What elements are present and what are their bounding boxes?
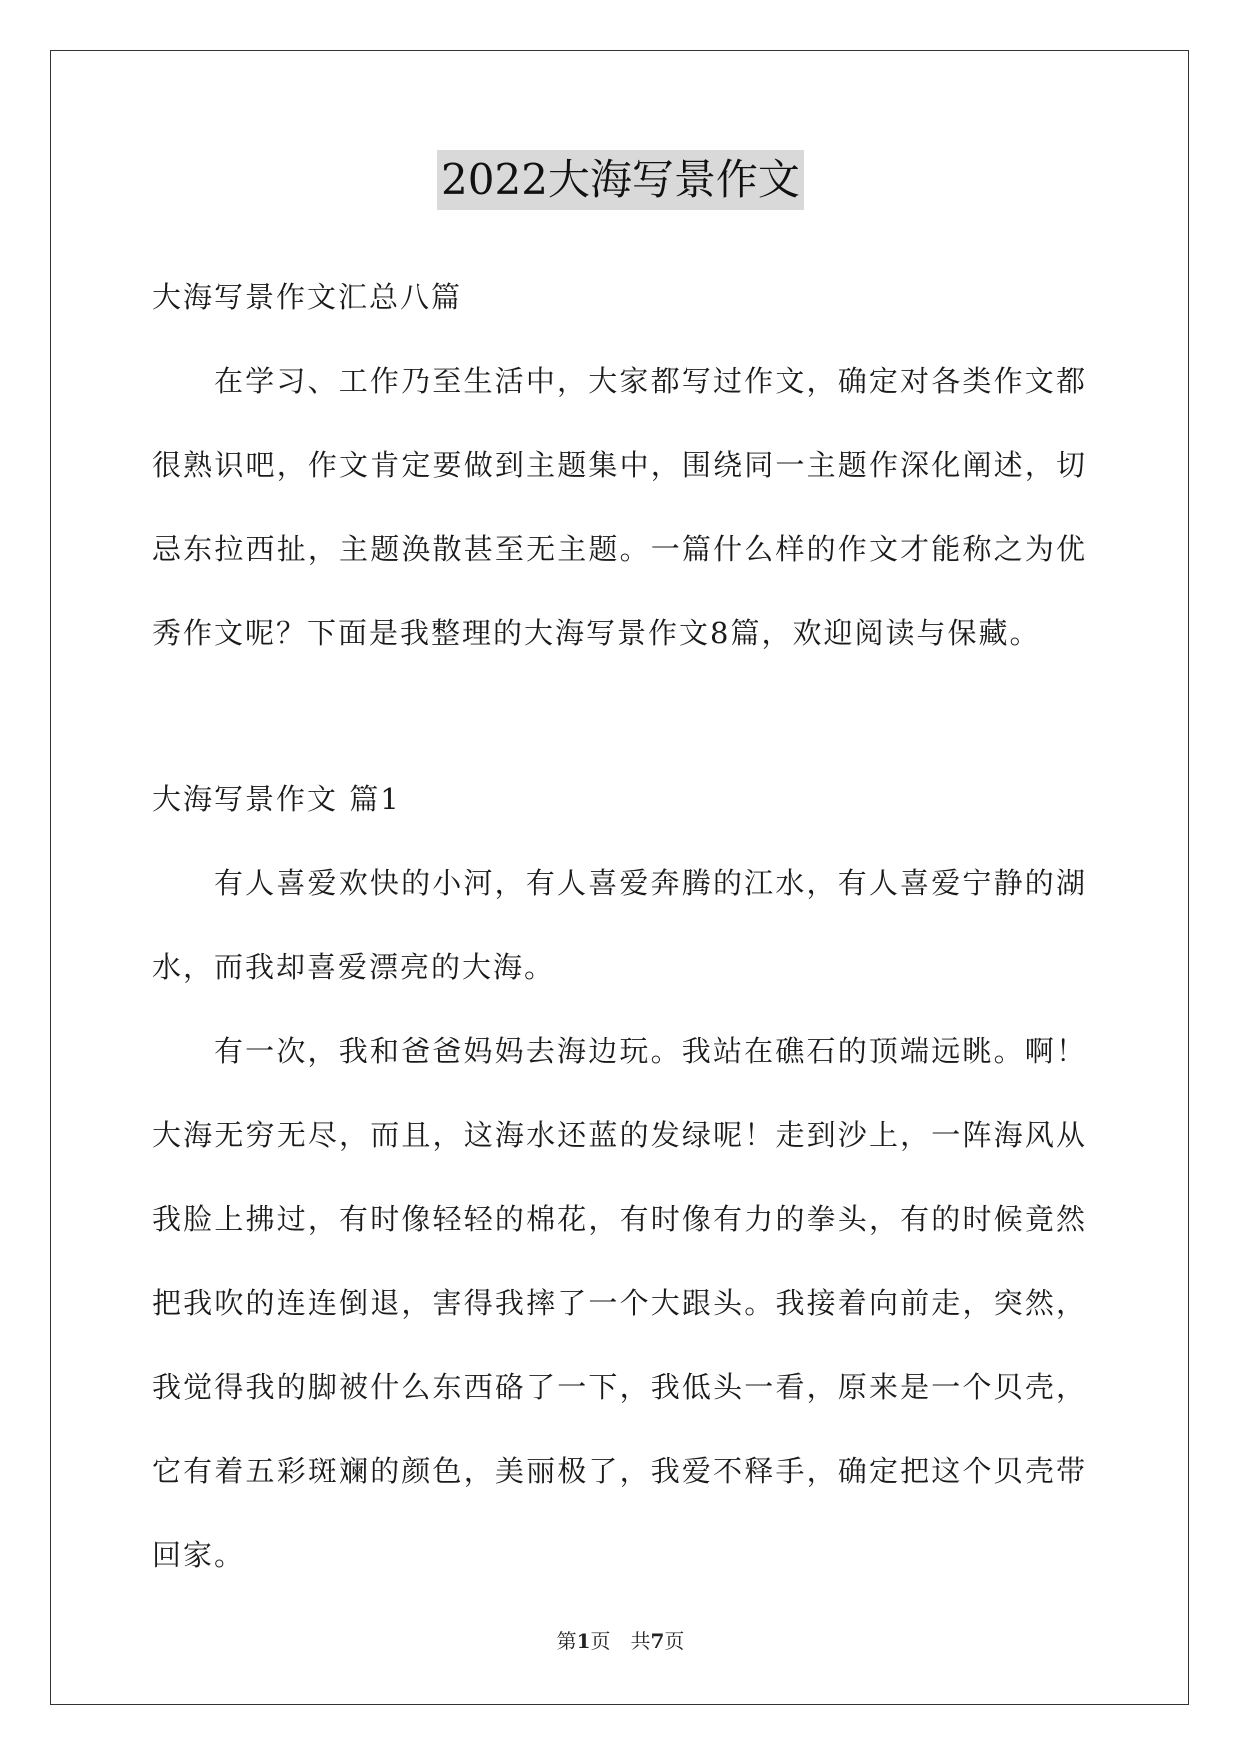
intro-paragraph: 在学习、工作乃至生活中，大家都写过作文，确定对各类作文都很熟识吧，作文肯定要做到主题集中，围绕同一主题作深化阐述，切忌东拉西扯，主题涣散甚至无主题。一篇什么样的作文才能称之为优秀作文呢？下面是我整理的大海写景作文8篇，欢迎阅读与保藏。 <box>152 364 1087 650</box>
section-heading: 大海写景作文 篇1 <box>152 782 401 816</box>
footer-total-pages: 7 <box>650 1629 665 1653</box>
body-paragraph-1: 有人喜爱欢快的小河，有人喜爱奔腾的江水，有人喜爱宁静的湖水，而我却喜爱漂亮的大海。 <box>152 866 1087 984</box>
document-title: 2022大海写景作文 <box>437 150 804 210</box>
page-footer <box>0 1625 1241 1654</box>
document-body <box>152 255 1087 1597</box>
footer-prefix: 第 <box>556 1629 577 1653</box>
body-paragraph-2: 有一次，我和爸爸妈妈去海边玩。我站在礁石的顶端远眺。啊！大海无穷无尽，而且，这海水还蓝的发绿呢！走到沙上，一阵海风从我脸上拂过，有时像轻轻的棉花，有时像有力的拳头，有的时候竟然把我吹的连连倒退，害得我摔了一个大跟头。我接着向前走，突然，我觉得我的脚被什么东西硌了一下，我低头一看，原来是一个贝壳，它有着五彩斑斓的颜色，美丽极了，我爱不释手，确定把这个贝壳带回家。 <box>152 1034 1087 1572</box>
footer-suffix: 页 <box>664 1629 685 1653</box>
footer-page-number: 1 <box>576 1629 591 1653</box>
title-container <box>0 150 1241 210</box>
section-spacer <box>152 675 1087 757</box>
footer-middle: 页 共 <box>590 1629 651 1653</box>
document-subtitle: 大海写景作文汇总八篇 <box>152 280 463 314</box>
